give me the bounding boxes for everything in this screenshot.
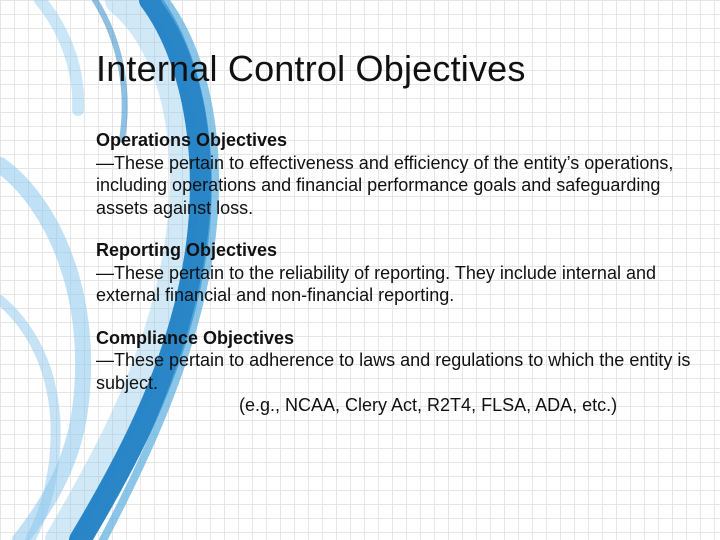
operations-objectives-section — [96, 129, 696, 219]
section-body: —These pertain to effectiveness and efficiency of the entity’s operations, including operations and financial performance goals and safeguarding assets against loss. — [96, 152, 674, 218]
section-body: —These pertain to the reliability of reporting. They include internal and external financial and non-financial reporting. — [96, 262, 656, 305]
section-note: (e.g., NCAA, Clery Act, R2T4, FLSA, ADA, etc.) — [239, 395, 618, 415]
section-heading: Reporting Objectives — [96, 240, 278, 260]
section-body: —These pertain to adherence to laws and regulations to which the entity is subject. — [96, 350, 691, 393]
section-heading: Compliance Objectives — [96, 327, 295, 348]
compliance-objectives-section — [96, 327, 696, 417]
slide-title: Internal Control Objectives — [96, 48, 526, 89]
section-heading: Operations Objectives — [96, 130, 288, 150]
reporting-objectives-section — [96, 239, 696, 307]
slide-content — [96, 129, 696, 437]
